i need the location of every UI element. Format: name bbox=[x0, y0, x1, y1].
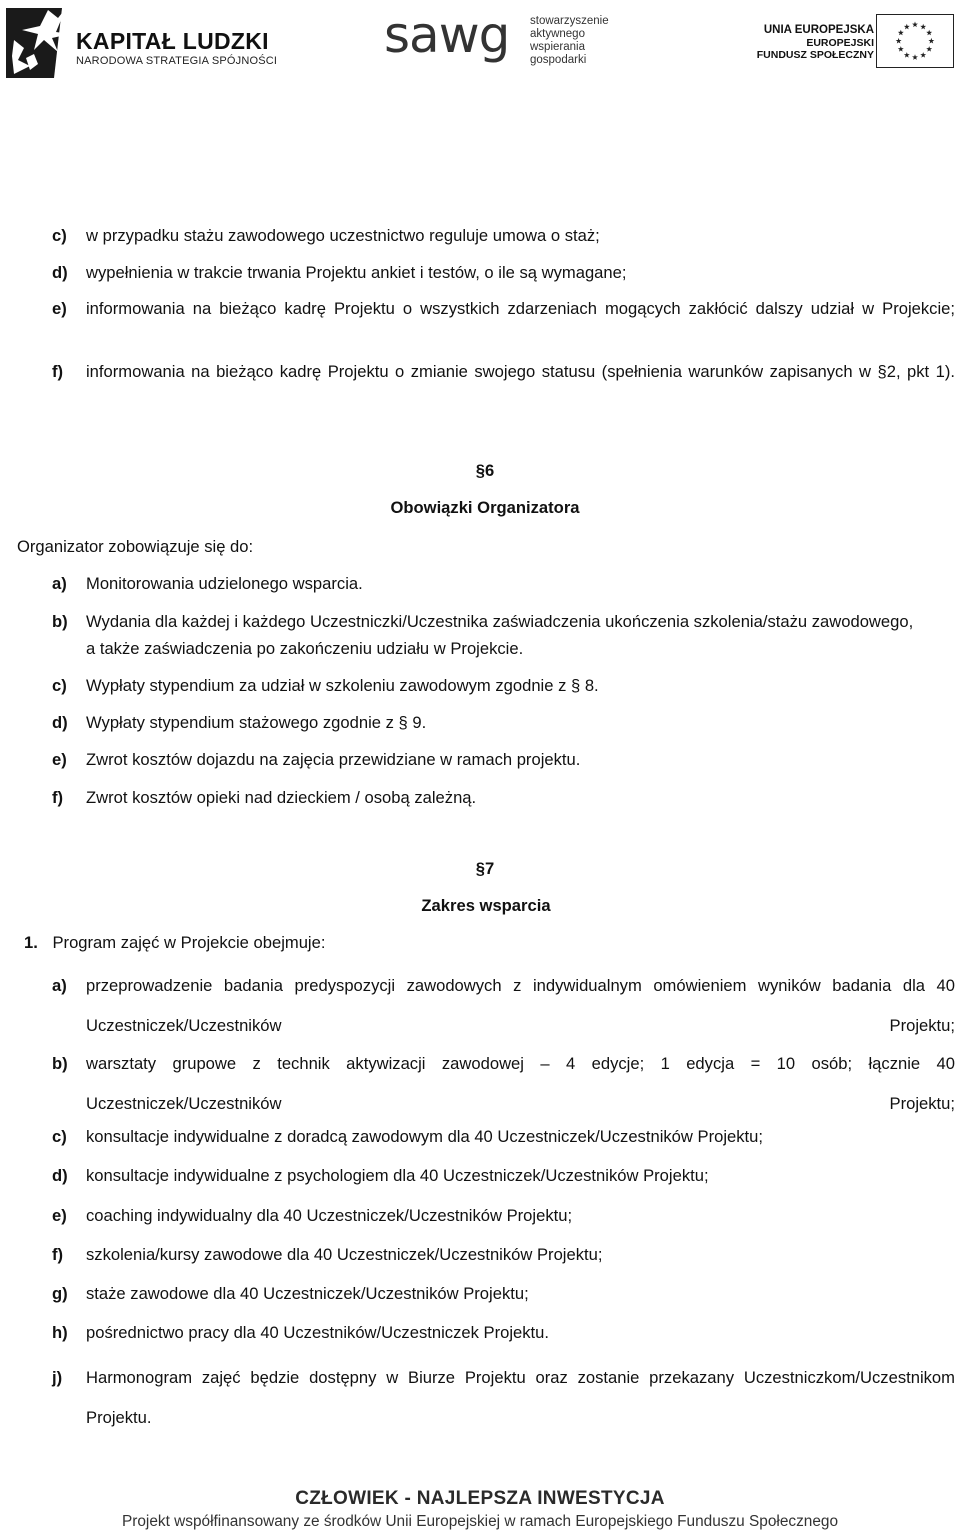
list-item-label: e) bbox=[52, 1206, 67, 1225]
list-item bbox=[52, 1123, 955, 1150]
list-item-label: f) bbox=[52, 362, 64, 381]
list-item bbox=[52, 259, 955, 286]
list-item bbox=[52, 358, 955, 385]
list-item bbox=[52, 746, 955, 773]
section-6-number: §6 bbox=[475, 461, 495, 480]
list-item-text: konsultacje indywidualne z psychologiem dla 40 Uczestniczek/Uczestników Projektu; bbox=[86, 1166, 709, 1185]
ue-text bbox=[757, 24, 874, 62]
eu-flag-icon bbox=[876, 14, 954, 68]
list-item-label: a) bbox=[52, 574, 67, 593]
list-item bbox=[52, 1241, 955, 1268]
section-7-title: Zakres wsparcia bbox=[421, 896, 551, 915]
list-item-text: staże zawodowe dla 40 Uczestniczek/Uczestników Projektu; bbox=[86, 1284, 529, 1303]
eu-star-icon bbox=[920, 24, 926, 30]
sawg-line: wspierania bbox=[530, 41, 585, 53]
sawg-logo bbox=[384, 6, 624, 76]
sawg-line: gospodarki bbox=[530, 54, 587, 66]
list-item bbox=[52, 1044, 955, 1124]
eu-star-icon bbox=[926, 46, 932, 52]
list-item-text: coaching indywidualny dla 40 Uczestniczek/Uczestników Projektu; bbox=[86, 1206, 573, 1225]
list-item-text: Harmonogram zajęć będzie dostępny w Biurze Projektu oraz zostanie przekazany Uczestniczkom/Uczestnikom Projektu. bbox=[86, 1368, 955, 1427]
kapital-ludzki-logo bbox=[4, 4, 278, 80]
list-item bbox=[52, 1202, 955, 1229]
list-item-text: Wypłaty stypendium stażowego zgodnie z § 9. bbox=[86, 713, 427, 732]
list-item bbox=[52, 784, 955, 811]
list-item-label: h) bbox=[52, 1323, 68, 1342]
list-item-text: pośrednictwo pracy dla 40 Uczestników/Uczestniczek Projektu. bbox=[86, 1323, 549, 1342]
list-item-text: informowania na bieżąco kadrę Projektu o wszystkich zdarzeniach mogących zakłócić dalszy udział w Projekcie; bbox=[86, 299, 955, 318]
list-item bbox=[52, 1358, 955, 1438]
ue-line3: FUNDUSZ SPOŁECZNY bbox=[756, 49, 874, 61]
ue-logo bbox=[756, 14, 956, 74]
list-item-label: e) bbox=[52, 750, 67, 769]
list-item-label: f) bbox=[52, 1245, 64, 1264]
footer-subtitle: Projekt współfinansowany ze środków Unii Europejskiej w ramach Europejskiego Funduszu Społecznego bbox=[121, 1513, 839, 1530]
section-6-intro: Organizator zobowiązuje się do: bbox=[17, 537, 254, 556]
sawg-line: aktywnego bbox=[530, 28, 585, 40]
point-number: 1. bbox=[24, 933, 38, 952]
eu-star-icon bbox=[928, 38, 934, 44]
list-item bbox=[52, 672, 955, 699]
list-item-label: b) bbox=[52, 1054, 68, 1073]
list-item-label: a) bbox=[52, 976, 67, 995]
list-item-text: Zwrot kosztów opieki nad dzieckiem / osobą zależną. bbox=[86, 788, 477, 807]
ue-line2: EUROPEJSKI bbox=[806, 36, 874, 49]
list-item bbox=[52, 1319, 955, 1346]
kapital-ludzki-title: KAPITAŁ LUDZKI bbox=[76, 28, 269, 54]
ue-line1: UNIA EUROPEJSKA bbox=[763, 24, 874, 36]
eu-star-icon bbox=[904, 24, 910, 30]
section-7-point bbox=[24, 932, 325, 954]
list-item bbox=[52, 608, 955, 662]
eu-star-icon bbox=[904, 52, 910, 58]
list-item-label: c) bbox=[52, 1127, 67, 1146]
list-item-text: Wydania dla każdej i każdego Uczestniczki/Uczestnika zaświadczenia ukończenia szkolenia/stażu zawodowego, a także zaświadczenia po zakończeniu udziału w Projekcie. bbox=[86, 612, 914, 658]
section-6-title: Obowiązki Organizatora bbox=[390, 498, 580, 517]
kapital-ludzki-subtitle: NARODOWA STRATEGIA SPÓJNOŚCI bbox=[76, 55, 278, 67]
list-item-label: g) bbox=[52, 1284, 68, 1303]
list-item-label: d) bbox=[52, 713, 68, 732]
list-item-label: c) bbox=[52, 226, 67, 245]
eu-star-icon bbox=[912, 54, 918, 60]
list-item-label: b) bbox=[52, 612, 68, 631]
sawg-wordmark: sawg bbox=[384, 6, 510, 64]
list-item bbox=[52, 1162, 955, 1189]
footer-title: CZŁOWIEK - NAJLEPSZA INWESTYCJA bbox=[295, 1488, 665, 1509]
list-item-label: d) bbox=[52, 1166, 68, 1185]
list-item-label: j) bbox=[52, 1368, 63, 1387]
list-item bbox=[52, 1280, 955, 1307]
list-item-text: Monitorowania udzielonego wsparcia. bbox=[86, 574, 363, 593]
list-item-label: c) bbox=[52, 676, 67, 695]
eu-star-icon bbox=[898, 30, 904, 36]
kapital-ludzki-emblem-icon bbox=[4, 4, 72, 80]
list-item-label: f) bbox=[52, 788, 64, 807]
list-item bbox=[52, 222, 955, 249]
list-item-text: Wypłaty stypendium za udział w szkoleniu zawodowym zgodnie z § 8. bbox=[86, 676, 599, 695]
list-item-text: konsultacje indywidualne z doradcą zawodowym dla 40 Uczestniczek/Uczestników Projektu; bbox=[86, 1127, 763, 1146]
list-item-label: e) bbox=[52, 299, 67, 318]
list-item-text: wypełnienia w trakcie trwania Projektu ankiet i testów, o ile są wymagane; bbox=[86, 263, 627, 282]
list-item-label: d) bbox=[52, 263, 68, 282]
list-item bbox=[52, 570, 955, 597]
section-7-number: §7 bbox=[475, 859, 495, 878]
sawg-line: stowarzyszenie bbox=[530, 15, 609, 27]
eu-star-icon bbox=[912, 22, 918, 28]
point-text: Program zajęć w Projekcie obejmuje: bbox=[52, 933, 326, 952]
list-item-text: Zwrot kosztów dojazdu na zajęcia przewidziane w ramach projektu. bbox=[86, 750, 581, 769]
list-item-text: w przypadku stażu zawodowego uczestnictwo reguluje umowa o staż; bbox=[86, 226, 600, 245]
list-item-text: szkolenia/kursy zawodowe dla 40 Uczestniczek/Uczestników Projektu; bbox=[86, 1245, 603, 1264]
list-item-text: informowania na bieżąco kadrę Projektu o zmianie swojego statusu (spełnienia warunków zapisanych w §2, pkt 1). bbox=[86, 362, 955, 381]
eu-star-icon bbox=[926, 30, 932, 36]
sawg-lines bbox=[530, 15, 609, 67]
list-item bbox=[52, 709, 955, 736]
eu-star-icon bbox=[898, 46, 904, 52]
eu-star-icon bbox=[896, 38, 902, 44]
list-item bbox=[52, 295, 955, 322]
eu-star-icon bbox=[920, 52, 926, 58]
list-item-text: warsztaty grupowe z technik aktywizacji zawodowej – 4 edycje; 1 edycja = 10 osób; łącznie 40 Uczestniczek/Uczestników Projektu; bbox=[86, 1054, 955, 1113]
list-item-text: przeprowadzenie badania predyspozycji zawodowych z indywidualnym omówieniem wyników badania dla 40 Uczestniczek/Uczestników Projektu; bbox=[86, 976, 955, 1035]
list-item bbox=[52, 966, 955, 1046]
